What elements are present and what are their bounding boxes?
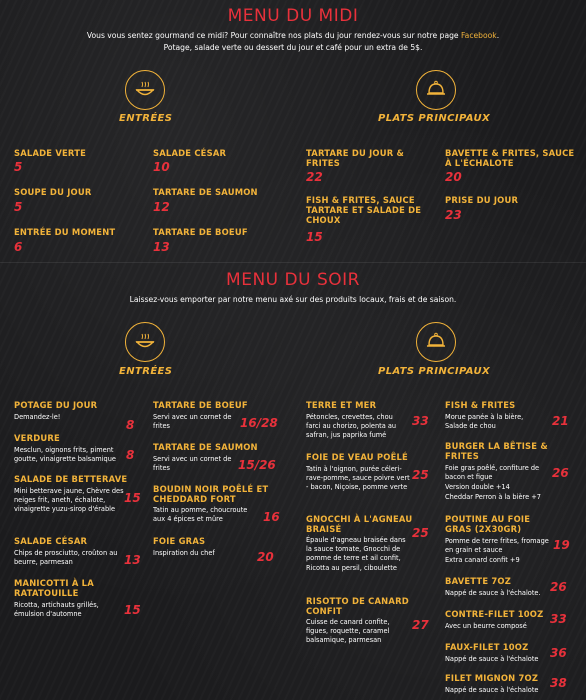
menu-item-desc: Avec un beurre composé [445,622,527,630]
menu-item-name: FOIE DE VEAU POÊLÉ [306,452,408,462]
cloche-icon [425,331,447,353]
menu-item-price: 15 [124,491,141,505]
menu-item-price: 19 [553,538,570,552]
menu-item-desc: Chips de prosciutto, croûton au beurre, parmesan [14,549,118,567]
menu-item-name: POUTINE AU FOIE GRAS (2X30GR) [445,514,531,534]
menu-item-price: 16 [263,510,280,524]
menu-item-name: BOUDIN NOIR POÊLÉ ET CHEDDARD FORT [153,484,269,504]
menu-item-price: 10 [153,160,170,174]
midi-intro-text: Vous vous sentez gourmand ce midi? Pour connaître nos plats du jour rendez-vous sur notre page [86,31,462,40]
menu-item-desc: Morue panée à la bière, Salade de chou [445,413,524,431]
menu-item-desc: Servi avec un cornet de frites [153,455,232,473]
facebook-link[interactable]: Facebook [461,31,497,40]
menu-item-price: 15 [306,230,323,244]
menu-item-name: RISOTTO DE CANARD CONFIT [306,596,409,616]
soir-title: MENU DU SOIR [226,270,360,290]
menu-item-name: TARTARE DE BOEUF [153,400,248,410]
menu-item-name: FISH & FRITES, SAUCE TARTARE ET SALADE DE CHOUX [306,195,422,225]
menu-item-name: FOIE GRAS [153,536,206,546]
menu-item-name: SALADE DE BETTERAVE [14,474,128,484]
menu-item-desc: Cuisse de canard confite, figues, roquette, caramel balsamique, parmesan [306,618,390,645]
menu-item-name: PRISE DU JOUR [445,195,519,205]
menu-item-price: 20 [445,170,462,184]
soir-entrees-icon-circle [125,322,165,362]
midi-plats-heading: PLATS PRINCIPAUX [378,113,491,124]
soir-entrees-heading: ENTRÉES [119,366,173,377]
menu-item-desc: Pomme de terre frites, fromage en grain et sauce [445,537,549,555]
menu-item-name: TARTARE DU JOUR & FRITES [306,148,405,168]
menu-item-price: 8 [126,418,135,432]
midi-title: MENU DU MIDI [227,6,359,26]
menu-item-desc: Tatin au pomme, choucroute aux 4 épices et mûre [153,506,248,524]
midi-intro-extra: Potage, salade verte ou dessert du jour et café pour un extra de 5$. [163,43,423,52]
midi-entrees-heading: ENTRÉES [119,113,173,124]
menu-item-desc: Tatin à l'oignon, purée céleri-rave-pomme, sauce poivre vert - bacon, Niçoise, pomme verte [306,465,410,492]
menu-item-desc: Foie gras poêlé, confiture de bacon et figue [445,464,540,482]
cloche-icon [425,79,447,101]
menu-item-desc: Inspiration du chef [153,549,215,557]
section-divider [0,262,586,263]
menu-item-name: BURGER LA BÊTISE & FRITES [445,441,548,461]
soir-intro: Laissez-vous emporter par notre menu axé sur des produits locaux, frais et de saison. [129,295,457,304]
menu-item-desc: Mesclun, oignons frits, piment goutte, vinaigrette balsamique [14,446,116,464]
menu-item-price: 13 [124,553,141,567]
midi-plats-icon-circle [416,70,456,110]
menu-item-name: FAUX-FILET 10OZ [445,642,529,652]
menu-item-option: Extra canard confit +9 [445,556,520,564]
menu-item-name: BAVETTE & FRITES, SAUCE À L'ÉCHALOTE [445,148,575,168]
menu-item-price: 13 [153,240,170,254]
menu-item-name: ENTRÉE DU MOMENT [14,227,116,237]
menu-item-desc: Nappé de sauce à l'échalote. [445,589,541,597]
menu-item-name: TARTARE DE SAUMON [153,442,258,452]
menu-item-name: FILET MIGNON 7OZ [445,673,539,683]
menu-item-price: 20 [257,550,274,564]
menu-item-desc: Ricotta, artichauts grillés, émulsion d'automne [14,601,99,619]
menu-item-name: SALADE CÉSAR [153,148,227,158]
menu-item-desc: Nappé de sauce à l'échalote [445,686,539,694]
bowl-icon [134,331,156,353]
menu-item-desc: Épaule d'agneau braisée dans la sauce tomate, Gnocchi de pomme de terre et ail confit, Ricotta au persil, ciboulette [306,536,406,572]
menu-item-price: 33 [550,612,567,626]
soir-plats-icon-circle [416,322,456,362]
menu-item-desc: Demandez-le! [14,413,61,421]
menu-item-price: 8 [126,448,135,462]
menu-item-name: MANICOTTI À LA RATATOUILLE [14,578,94,598]
menu-item-price: 25 [412,468,429,482]
menu-item-price: 22 [306,170,323,184]
menu-item-name: POTAGE DU JOUR [14,400,98,410]
menu-item-name: SOUPE DU JOUR [14,187,92,197]
menu-item-name: GNOCCHI À L'AGNEAU BRAISÉ [306,514,413,534]
menu-item-price: 15 [124,603,141,617]
midi-entrees-icon-circle [125,70,165,110]
menu-item-price: 26 [552,466,569,480]
menu-item-name: CONTRE-FILET 10OZ [445,609,544,619]
menu-item-desc: Nappé de sauce à l'échalote [445,655,539,663]
menu-item-price: 16/28 [240,416,278,430]
menu-item-name: FISH & FRITES [445,400,516,410]
menu-item-price: 21 [552,414,569,428]
menu-item-name: TARTARE DE BOEUF [153,227,248,237]
soir-plats-heading: PLATS PRINCIPAUX [378,366,491,377]
menu-item-price: 6 [14,240,23,254]
menu-item-price: 27 [412,618,429,632]
bowl-icon [134,79,156,101]
menu-item-price: 15/26 [238,458,276,472]
menu-item-name: TERRE ET MER [306,400,377,410]
menu-item-desc: Pétoncles, crevettes, chou farci au chorizo, polenta au safran, jus paprika fumé [306,413,397,440]
menu-item-price: 33 [412,414,429,428]
menu-item-desc: Servi avec un cornet de frites [153,413,232,431]
menu-item-price: 12 [153,200,170,214]
menu-item-name: SALADE VERTE [14,148,87,158]
menu-item-name: TARTARE DE SAUMON [153,187,258,197]
menu-item-price: 23 [445,208,462,222]
menu-item-price: 38 [550,676,567,690]
menu-item-price: 36 [550,646,567,660]
menu-item-name: SALADE CÉSAR [14,536,88,546]
menu-item-name: BAVETTE 7OZ [445,576,511,586]
menu-item-option: Version double +14 [445,483,510,491]
menu-item-price: 25 [412,526,429,540]
midi-intro-end: . [496,31,500,40]
midi-intro [0,30,586,42]
menu-item-price: 26 [550,580,567,594]
menu-item-desc: Mini betterave jaune, Chèvre des neiges frit, aneth, échalote, vinaigrette yuzu-sirop d'érable [14,487,124,514]
menu-item-name: VERDURE [14,433,60,443]
menu-item-option: Cheddar Perron à la bière +7 [445,493,541,501]
menu-item-price: 5 [14,200,23,214]
menu-item-price: 5 [14,160,23,174]
